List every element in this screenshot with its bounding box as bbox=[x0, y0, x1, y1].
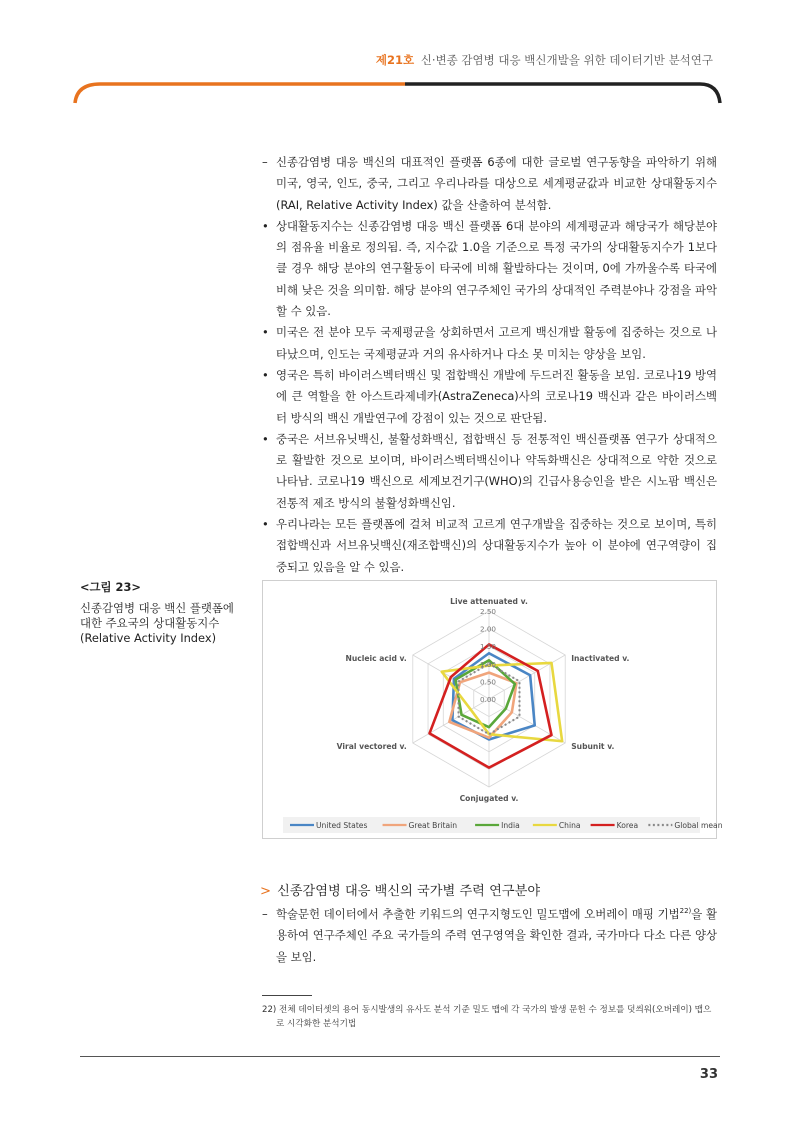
footnote bbox=[262, 1003, 717, 1031]
bullet-paragraph bbox=[262, 216, 717, 322]
legend-entry: Global mean bbox=[674, 821, 723, 830]
bullet-marker: • bbox=[262, 431, 269, 446]
paragraph-text: 우리나라는 모든 플랫폼에 걸쳐 비교적 고르게 연구개발을 집중하는 것으로 보이며, 특히 접합백신과 서브유닛백신(재조합백신)의 상대활동지수가 높아 이 분야에 연구역량이 집중되고 있음을 알 수 있음. bbox=[276, 517, 717, 574]
bullet-paragraph bbox=[262, 514, 717, 578]
tick-label: 1.50 bbox=[480, 642, 497, 652]
figure-label bbox=[80, 580, 240, 646]
axis-label: Conjugated v. bbox=[459, 794, 519, 803]
legend-entry: Great Britain bbox=[408, 821, 458, 830]
legend-entry: China bbox=[558, 821, 581, 830]
legend-entry: India bbox=[501, 821, 520, 830]
legend-entry: United States bbox=[316, 821, 368, 830]
footnote-rule bbox=[262, 995, 312, 996]
header-rule bbox=[0, 0, 793, 110]
footnote-text: 22) 전체 데이터셋의 용어 동시발생의 유사도 분석 기준 밀도 맵에 각 국가의 발생 문헌 수 정보를 덧씌워(오버레이) 맵으로 시각화한 분석기법 bbox=[262, 1005, 712, 1029]
dash-marker: – bbox=[262, 155, 268, 169]
issue-number: 제21호 bbox=[375, 53, 415, 67]
tick-label: 0.50 bbox=[480, 677, 497, 687]
axis-label: Inactivated v. bbox=[571, 654, 630, 663]
paragraph-text: 미국은 전 분야 모두 국제평균을 상회하면서 고르게 백신개발 활동에 집중하는 것으로 나타났으며, 인도는 국제평균과 거의 유사하거나 다소 못 미치는 양상을 보임. bbox=[276, 325, 717, 361]
bullet-paragraph bbox=[262, 322, 717, 365]
tick-label: 0.00 bbox=[480, 695, 497, 704]
figure-caption: 신종감염병 대응 백신 플랫폼에 대한 주요국의 상대활동지수 (Relative Activity Index) bbox=[80, 601, 234, 645]
paragraph bbox=[262, 152, 717, 216]
bullet-marker: • bbox=[262, 517, 269, 532]
section-paragraph bbox=[262, 904, 717, 968]
tick-label: 2.50 bbox=[480, 607, 497, 616]
bullet-paragraph bbox=[262, 365, 717, 429]
legend-entry: Korea bbox=[616, 821, 639, 830]
footnote-reference: 22) bbox=[679, 907, 692, 916]
section-heading bbox=[260, 880, 717, 899]
footer-rule bbox=[80, 1056, 720, 1057]
axis-label: Live attenuated v. bbox=[450, 597, 528, 606]
section-text-after: 을 활용하여 연구주체인 주요 국가들의 주력 연구영역을 확인한 결과, 국가마다 다소 다른 양상을 보임. bbox=[276, 907, 717, 964]
section-title: 신종감염병 대응 백신의 국가별 주력 연구분야 bbox=[277, 884, 541, 899]
bullet-marker: • bbox=[262, 367, 269, 382]
chevron-right-icon: > bbox=[260, 884, 272, 899]
figure-number: <그림 23> bbox=[80, 580, 141, 594]
axis-label: Viral vectored v. bbox=[336, 742, 407, 751]
bullet-paragraph bbox=[262, 429, 717, 514]
paragraph-text: 상대활동지수는 신종감염병 대응 백신 플랫폼 6대 분야의 세계평균과 해당국가 해당분야의 점유율 비율로 정의됨. 즉, 지수값 1.0을 기준으로 특정 국가의 상대활동지수가 1보다 클 경우 해당 분야의 연구활동이 타국에 비해 활발하다는 것이며, 0에 가까울수록 타국에 비해 낮은 것을 의미함. 해당 분야의 연구주체인 국가의 상대적인 주력분야나 강점을 파악할 수 있음. bbox=[276, 218, 717, 319]
bullet-marker: • bbox=[262, 218, 269, 233]
header-title: 신·변종 감염병 대응 백신개발을 위한 데이터기반 분석연구 bbox=[420, 53, 713, 67]
paragraph-text: 영국은 특히 바이러스벡터백신 및 접합백신 개발에 두드러진 활동을 보임. 코로나19 방역에 큰 역할을 한 아스트라제네카(AstraZeneca)사의 코로나19 백신과 같은 바이러스벡터 방식의 백신 개발연구에 강점이 있는 것으로 판단됨. bbox=[276, 367, 717, 425]
radar-chart bbox=[263, 581, 723, 838]
bullet-marker: • bbox=[262, 325, 269, 340]
tick-label: 2.00 bbox=[480, 624, 497, 634]
body-text bbox=[262, 152, 717, 578]
tick-label: 1.00 bbox=[480, 659, 497, 669]
paragraph-text: 신종감염병 대응 백신의 대표적인 플랫폼 6종에 대한 글로벌 연구동향을 파악하기 위해 미국, 영국, 인도, 중국, 그리고 우리나라를 대상으로 세계평균값과 비교한 상대활동지수(RAI, Relative Activity Index) 값을 산출하여 분석함. bbox=[276, 155, 717, 212]
dash-marker: – bbox=[262, 907, 268, 921]
page-number: 33 bbox=[699, 1067, 718, 1082]
section-text-before: 학술문헌 데이터에서 추출한 키워드의 연구지형도인 밀도맵에 오버레이 매핑 기법 bbox=[276, 907, 680, 921]
section bbox=[262, 880, 717, 968]
paragraph-text: 중국은 서브유닛백신, 불활성화백신, 접합백신 등 전통적인 백신플랫폼 연구가 상대적으로 활발한 것으로 보이며, 바이러스벡터백신이나 약독화백신은 상대적으로 약한 것으로 나타남. 코로나19 백신으로 세계보건기구(WHO)의 긴급사용승인을 받은 시노팜 백신은 전통적 제조 방식의 불활성화백신임. bbox=[276, 431, 717, 510]
axis-label: Nucleic acid v. bbox=[345, 654, 407, 663]
axis-label: Subunit v. bbox=[571, 742, 615, 751]
radar-chart-frame bbox=[262, 580, 723, 839]
